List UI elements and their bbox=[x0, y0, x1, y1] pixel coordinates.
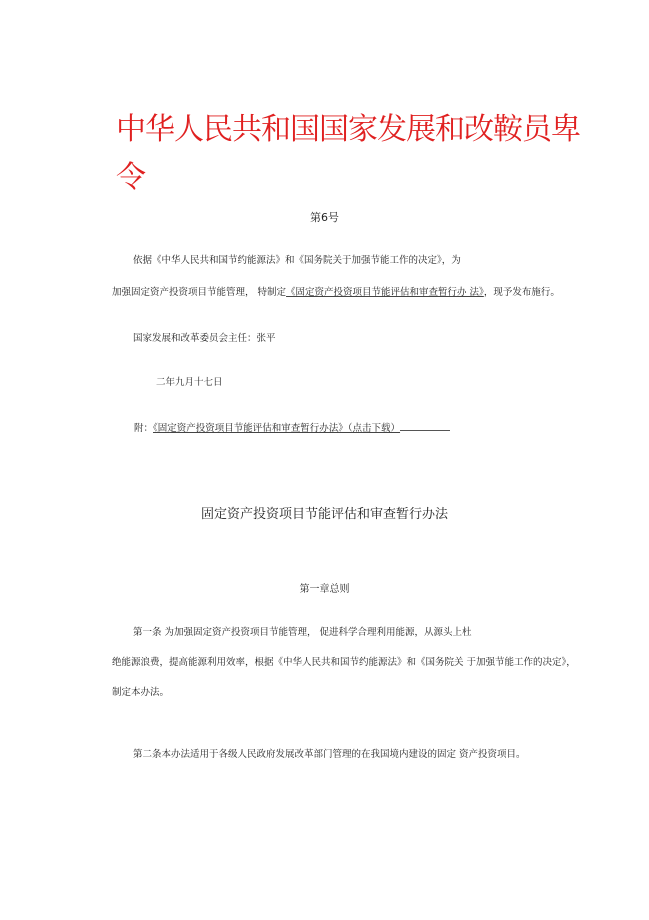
preamble-paragraph-2-suffix: ，现予发布施行。 bbox=[483, 287, 560, 298]
underline-filler bbox=[400, 429, 450, 431]
decree-title-line2: 令 bbox=[116, 160, 145, 195]
issue-date: 二年九月十七日 bbox=[156, 377, 223, 388]
attachment-download-link[interactable]: 《固定资产投资项目节能评估和审查暂行办法》（点击下载） bbox=[153, 423, 401, 434]
article-2: 第二条本办法适用于各级人民政府发展改革部门管理的在我国境内建设的固定 资产投资项目。 bbox=[133, 749, 526, 760]
preamble-paragraph-2 bbox=[112, 286, 560, 300]
measures-link[interactable]: 《固定资产投资项目节能评估和审查暂行办 法》 bbox=[286, 287, 484, 298]
signatory: 国家发展和改革委员会主任：张平 bbox=[133, 333, 276, 344]
decree-number: 第6号 bbox=[310, 211, 339, 224]
document-title: 固定资产投资项目节能评估和审查暂行办法 bbox=[200, 507, 448, 522]
attachment-prefix: 附： bbox=[134, 423, 154, 434]
attachment-line bbox=[134, 422, 450, 436]
article-1-line-1: 第一条 为加强固定资产投资项目节能管理， 促进科学合理利用能源，从源头上杜 bbox=[133, 627, 472, 638]
preamble-paragraph-2-prefix: 加强固定资产投资项目节能管理， 特制定 bbox=[112, 287, 287, 298]
article-1-line-2: 绝能源浪费，提高能源利用效率，根据《中华人民共和国节约能源法》和《国务院关 于加强节能工作的决定》， bbox=[112, 657, 576, 668]
decree-title-line1: 中华人民共和国国家发展和改鞍员卑 bbox=[116, 112, 580, 147]
chapter-heading: 第一章总则 bbox=[299, 584, 350, 595]
article-1-line-3: 制定本办法。 bbox=[112, 687, 170, 698]
preamble-paragraph-1: 依据《中华人民共和国节约能源法》和《国务院关于加强节能工作的决定》，为 bbox=[133, 255, 461, 266]
